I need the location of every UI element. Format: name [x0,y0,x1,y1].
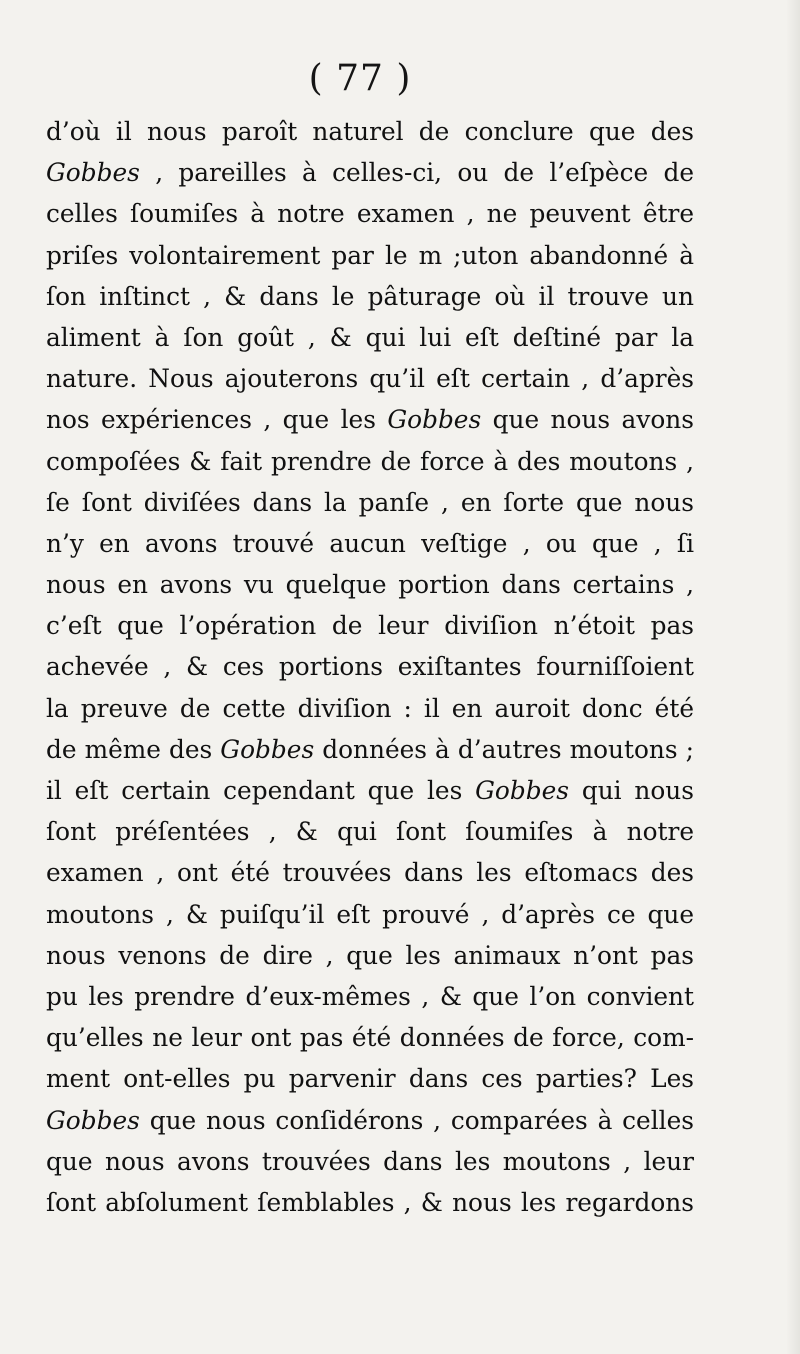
text-line [46,605,694,646]
text-line [46,852,694,893]
text-segment: priſes volontairement par le m ;uton abandonné à [46,240,694,270]
text-line [46,646,694,687]
text-line [46,1017,694,1058]
text-line [46,482,694,523]
italic-term: Gobbes [220,734,315,764]
text-segment: d’où il nous paroît naturel de conclure que des [46,117,694,146]
text-segment: que nous avons [481,405,694,435]
body-text [46,111,694,1223]
text-segment: pu les prendre d’eux-mêmes , & que l’on convient [46,981,694,1011]
text-segment: nous en avons vu quelque portion dans certains , [46,570,694,600]
text-line [46,770,694,811]
text-line [46,564,694,605]
text-line [46,1182,694,1223]
text-segment: nous venons de dire , que les animaux n’ont pas [46,940,694,970]
italic-term: Gobbes [46,1105,140,1135]
text-segment: compoſées & fait prendre de force à des moutons , [46,446,694,476]
text-line [46,523,694,564]
text-segment: nature. Nous ajouterons qu’il eſt certain , d’après [46,364,694,394]
text-segment: examen , ont été trouvées dans les eſtomacs des [46,858,694,888]
text-line [46,111,694,152]
italic-term: Gobbes [475,776,570,805]
text-segment: nos expériences , que les [46,405,388,435]
text-segment: données à d’autres moutons ; [314,734,694,764]
text-segment: aliment à ſon goût , & qui lui eſt deſtiné par la [46,322,694,352]
text-segment: qui nous [569,776,695,805]
text-line [46,358,694,399]
text-line [46,688,694,729]
text-line [46,441,694,482]
text-segment: achevée , & ces portions exiſtantes fourniſſoient [46,652,694,682]
text-segment: ſon inſtinct , & dans le pâturage où il trouve un [46,281,694,311]
text-segment: ſont abſolument ſemblables , & nous les regardons [46,1187,694,1217]
text-segment: moutons , & puiſqu’il eſt prouvé , d’après ce que [46,899,694,929]
text-line [46,1100,694,1141]
text-segment: , pareilles à celles-ci, ou de l’eſpèce de [139,158,694,188]
text-segment: n’y en avons trouvé aucun veſtige , ou que , ſi [46,528,694,558]
text-segment: de même des [46,734,221,764]
text-line [46,976,694,1017]
text-segment: ſe ſont diviſées dans la panſe , en ſorte que nous [46,487,694,517]
text-line [46,1058,694,1099]
text-line [46,399,694,440]
text-line [46,152,694,193]
page-edge-shadow [786,0,800,1354]
text-line [46,235,694,276]
italic-term: Gobbes [387,405,482,435]
page-number: ( 77 ) [308,58,412,99]
text-line [46,935,694,976]
text-line [46,317,694,358]
text-segment: ment ont-elles pu parvenir dans ces parties? Les [46,1064,694,1094]
text-segment: qu’elles ne leur ont pas été données de force, com- [46,1023,694,1053]
text-segment: celles ſoumiſes à notre examen , ne peuvent être [46,199,694,229]
text-segment: il eſt certain cependant que les [46,776,476,805]
text-line [46,811,694,852]
text-line [46,894,694,935]
text-segment: c’eſt que l’opération de leur diviſion n’étoit pas [46,611,694,641]
text-line [46,276,694,317]
text-line [46,1141,694,1182]
text-segment: la preuve de cette diviſion : il en auroit donc été [46,693,694,723]
text-segment: ſont préſentées , & qui ſont ſoumiſes à notre [46,817,694,847]
text-line [46,729,694,770]
text-line [46,193,694,234]
text-segment: que nous avons trouvées dans les moutons , leur [46,1146,694,1176]
text-segment: que nous conſidérons , comparées à celles [139,1105,694,1135]
italic-term: Gobbes [46,158,140,188]
